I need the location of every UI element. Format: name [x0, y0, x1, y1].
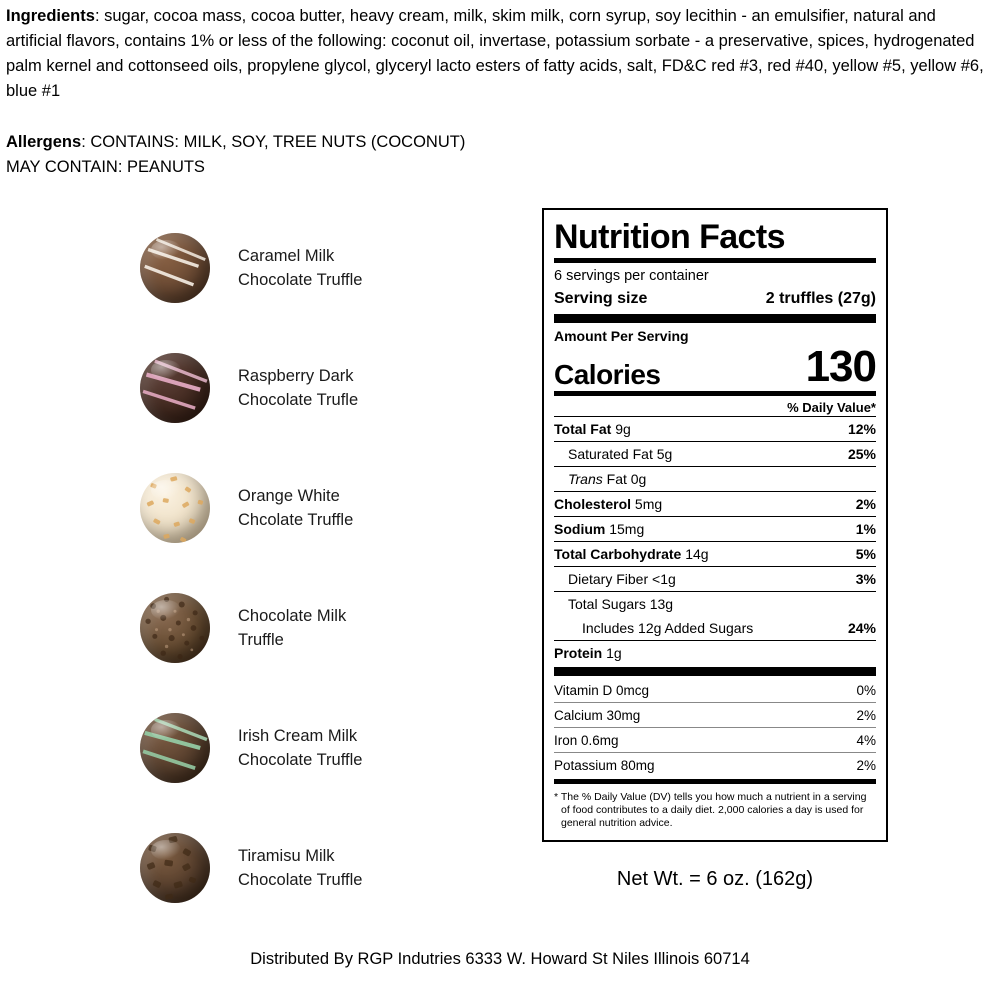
amount-per-serving-label: Amount Per Serving — [554, 328, 689, 344]
truffle-image-chocolate-milk — [140, 593, 210, 663]
truffle-name-line2: Truffle — [238, 631, 284, 649]
truffle-name-line1: Irish Cream Milk — [238, 727, 358, 745]
truffle-name-line2: Chocolate Truffle — [238, 751, 363, 769]
allergens-line-contains — [6, 130, 706, 155]
distributor-footer: Distributed By RGP Indutries 6333 W. Howard St Niles Illinois 60714 — [250, 950, 750, 968]
table-row — [554, 703, 876, 727]
daily-value-footnote: * The % Daily Value (DV) tells you how much a nutrient in a serving of food contributes to a daily diet. 2,000 calories a day is used for general nutrition advice. — [554, 791, 867, 829]
nutrient-amount: Fat 0g — [606, 470, 647, 487]
nutrient-label: Sodium — [554, 520, 606, 537]
nutrient-label: Total Fat — [554, 420, 612, 437]
nutrient-dv: 2% — [856, 707, 876, 723]
nutrient-label: Vitamin D 0mcg — [554, 682, 650, 698]
nutrient-dv: 25% — [847, 445, 876, 462]
truffle-name-line2: Chocolate Truffle — [238, 871, 363, 889]
servings-per-container: 6 servings per container — [554, 268, 709, 284]
nutrient-dv: 0% — [856, 682, 876, 698]
list-item — [140, 808, 470, 928]
ingredients-paragraph — [6, 4, 994, 104]
nutrient-label: Total Sugars — [568, 595, 646, 612]
table-row — [554, 492, 876, 516]
truffle-image-caramel — [140, 233, 210, 303]
allergens-line-may-contain: MAY CONTAIN: PEANUTS — [6, 158, 205, 176]
nutrient-amount: <1g — [652, 570, 676, 587]
serving-size-row — [554, 287, 876, 312]
nutrient-amount: 14g — [685, 545, 709, 562]
allergens-block — [6, 130, 706, 180]
nutrient-label: Saturated Fat — [568, 445, 653, 462]
highlight — [151, 360, 180, 380]
calories-row — [554, 342, 876, 391]
nutrient-dv: 3% — [855, 570, 876, 587]
list-item — [140, 688, 470, 808]
divider — [554, 314, 876, 323]
divider — [554, 258, 876, 263]
truffle-name-line1: Orange White — [238, 487, 340, 505]
net-weight: Net Wt. = 6 oz. (162g) — [616, 868, 814, 890]
divider — [554, 779, 876, 784]
truffle-label — [238, 244, 362, 292]
table-row — [554, 753, 876, 777]
truffle-name-line1: Raspberry Dark — [238, 367, 354, 385]
truffle-label — [238, 364, 358, 412]
nutrient-amount: 13g — [649, 595, 674, 612]
nutrient-label: Total Carbohydrate — [554, 545, 682, 562]
divider — [554, 391, 876, 396]
list-item — [140, 208, 470, 328]
truffle-name-line2: Chcolate Truffle — [238, 511, 354, 529]
nutrient-dv: 2% — [855, 495, 876, 512]
nutrient-dv: 5% — [855, 545, 876, 562]
nutrient-label: Iron 0.6mg — [554, 732, 619, 748]
truffle-name-line1: Chocolate Milk — [238, 607, 347, 625]
truffle-image-irish-cream — [140, 713, 210, 783]
nutrient-label: Trans — [568, 470, 603, 487]
table-row — [554, 467, 876, 491]
nutrient-label: Cholesterol — [554, 495, 632, 512]
nutrient-amount: 5mg — [634, 495, 663, 512]
nutrient-dv: 12% — [847, 420, 876, 437]
serving-size-label: Serving size — [554, 290, 648, 307]
nutrient-amount: 15mg — [609, 520, 645, 537]
truffle-label — [238, 844, 362, 892]
highlight — [151, 240, 180, 260]
nutrient-label: Potassium 80mg — [554, 757, 655, 773]
truffle-image-orange-white — [140, 473, 210, 543]
table-row — [554, 641, 876, 665]
nutrition-facts-title: Nutrition Facts — [554, 218, 785, 256]
list-item — [140, 448, 470, 568]
table-row — [554, 417, 876, 441]
table-row — [554, 616, 876, 640]
nutrient-amount: 1g — [606, 644, 622, 661]
highlight — [151, 720, 180, 740]
nutrient-label: Calcium 30mg — [554, 707, 641, 723]
nutrient-amount: 9g — [615, 420, 631, 437]
divider — [554, 667, 876, 676]
truffle-name-line2: Chocolate Trufle — [238, 391, 359, 409]
highlight — [151, 840, 180, 860]
truffle-list — [140, 208, 470, 928]
calories-label: Calories — [554, 359, 661, 390]
nutrient-label: Protein — [554, 644, 603, 661]
highlight — [151, 480, 180, 500]
highlight — [151, 600, 180, 620]
ingredients-label: Ingredients — [6, 7, 95, 25]
list-item — [140, 328, 470, 448]
serving-size-value: 2 truffles (27g) — [765, 290, 876, 307]
table-row — [554, 542, 876, 566]
table-row — [554, 517, 876, 541]
calories-value: 130 — [805, 342, 876, 391]
truffle-name-line1: Tiramisu Milk — [238, 847, 335, 865]
table-row — [554, 728, 876, 752]
truffle-name-line2: Chocolate Truffle — [238, 271, 363, 289]
table-row — [554, 592, 876, 616]
truffle-image-raspberry — [140, 353, 210, 423]
nutrient-dv: 4% — [856, 732, 876, 748]
truffle-name-line1: Caramel Milk — [238, 247, 335, 265]
truffle-label — [238, 724, 362, 772]
table-row — [554, 442, 876, 466]
nutrient-dv: 2% — [856, 757, 876, 773]
nutrient-label: Includes 12g Added Sugars — [582, 619, 754, 636]
truffle-label — [238, 604, 346, 652]
allergens-label: Allergens — [6, 133, 82, 151]
truffle-label — [238, 484, 353, 532]
nutrient-dv: 1% — [855, 520, 876, 537]
nutrient-label: Dietary Fiber — [568, 570, 649, 587]
nutrition-facts-panel — [542, 208, 888, 842]
list-item — [140, 568, 470, 688]
allergens-contains-text: : CONTAINS: MILK, SOY, TREE NUTS (COCONUT) — [81, 133, 466, 151]
ingredients-text: : sugar, cocoa mass, cocoa butter, heavy cream, milk, skim milk, corn syrup, soy lecithin - an emulsifier, natural and artificial flavors, contains 1% or less of the following: coconut oil, invertase, potassium sorbate - a preservative, spices, hydrogenated palm kernel and cottonseed oils, propylene glycol, glyceryl lacto esters of fatty acids, salt, FD&C red #3, red #40, yellow #5, yellow #6, blue #1 — [6, 7, 984, 100]
table-row — [554, 678, 876, 702]
nutrient-dv: 24% — [847, 619, 876, 636]
table-row — [554, 567, 876, 591]
nutrient-amount: 5g — [656, 445, 673, 462]
daily-value-header: % Daily Value* — [787, 400, 876, 415]
truffle-image-tiramisu — [140, 833, 210, 903]
